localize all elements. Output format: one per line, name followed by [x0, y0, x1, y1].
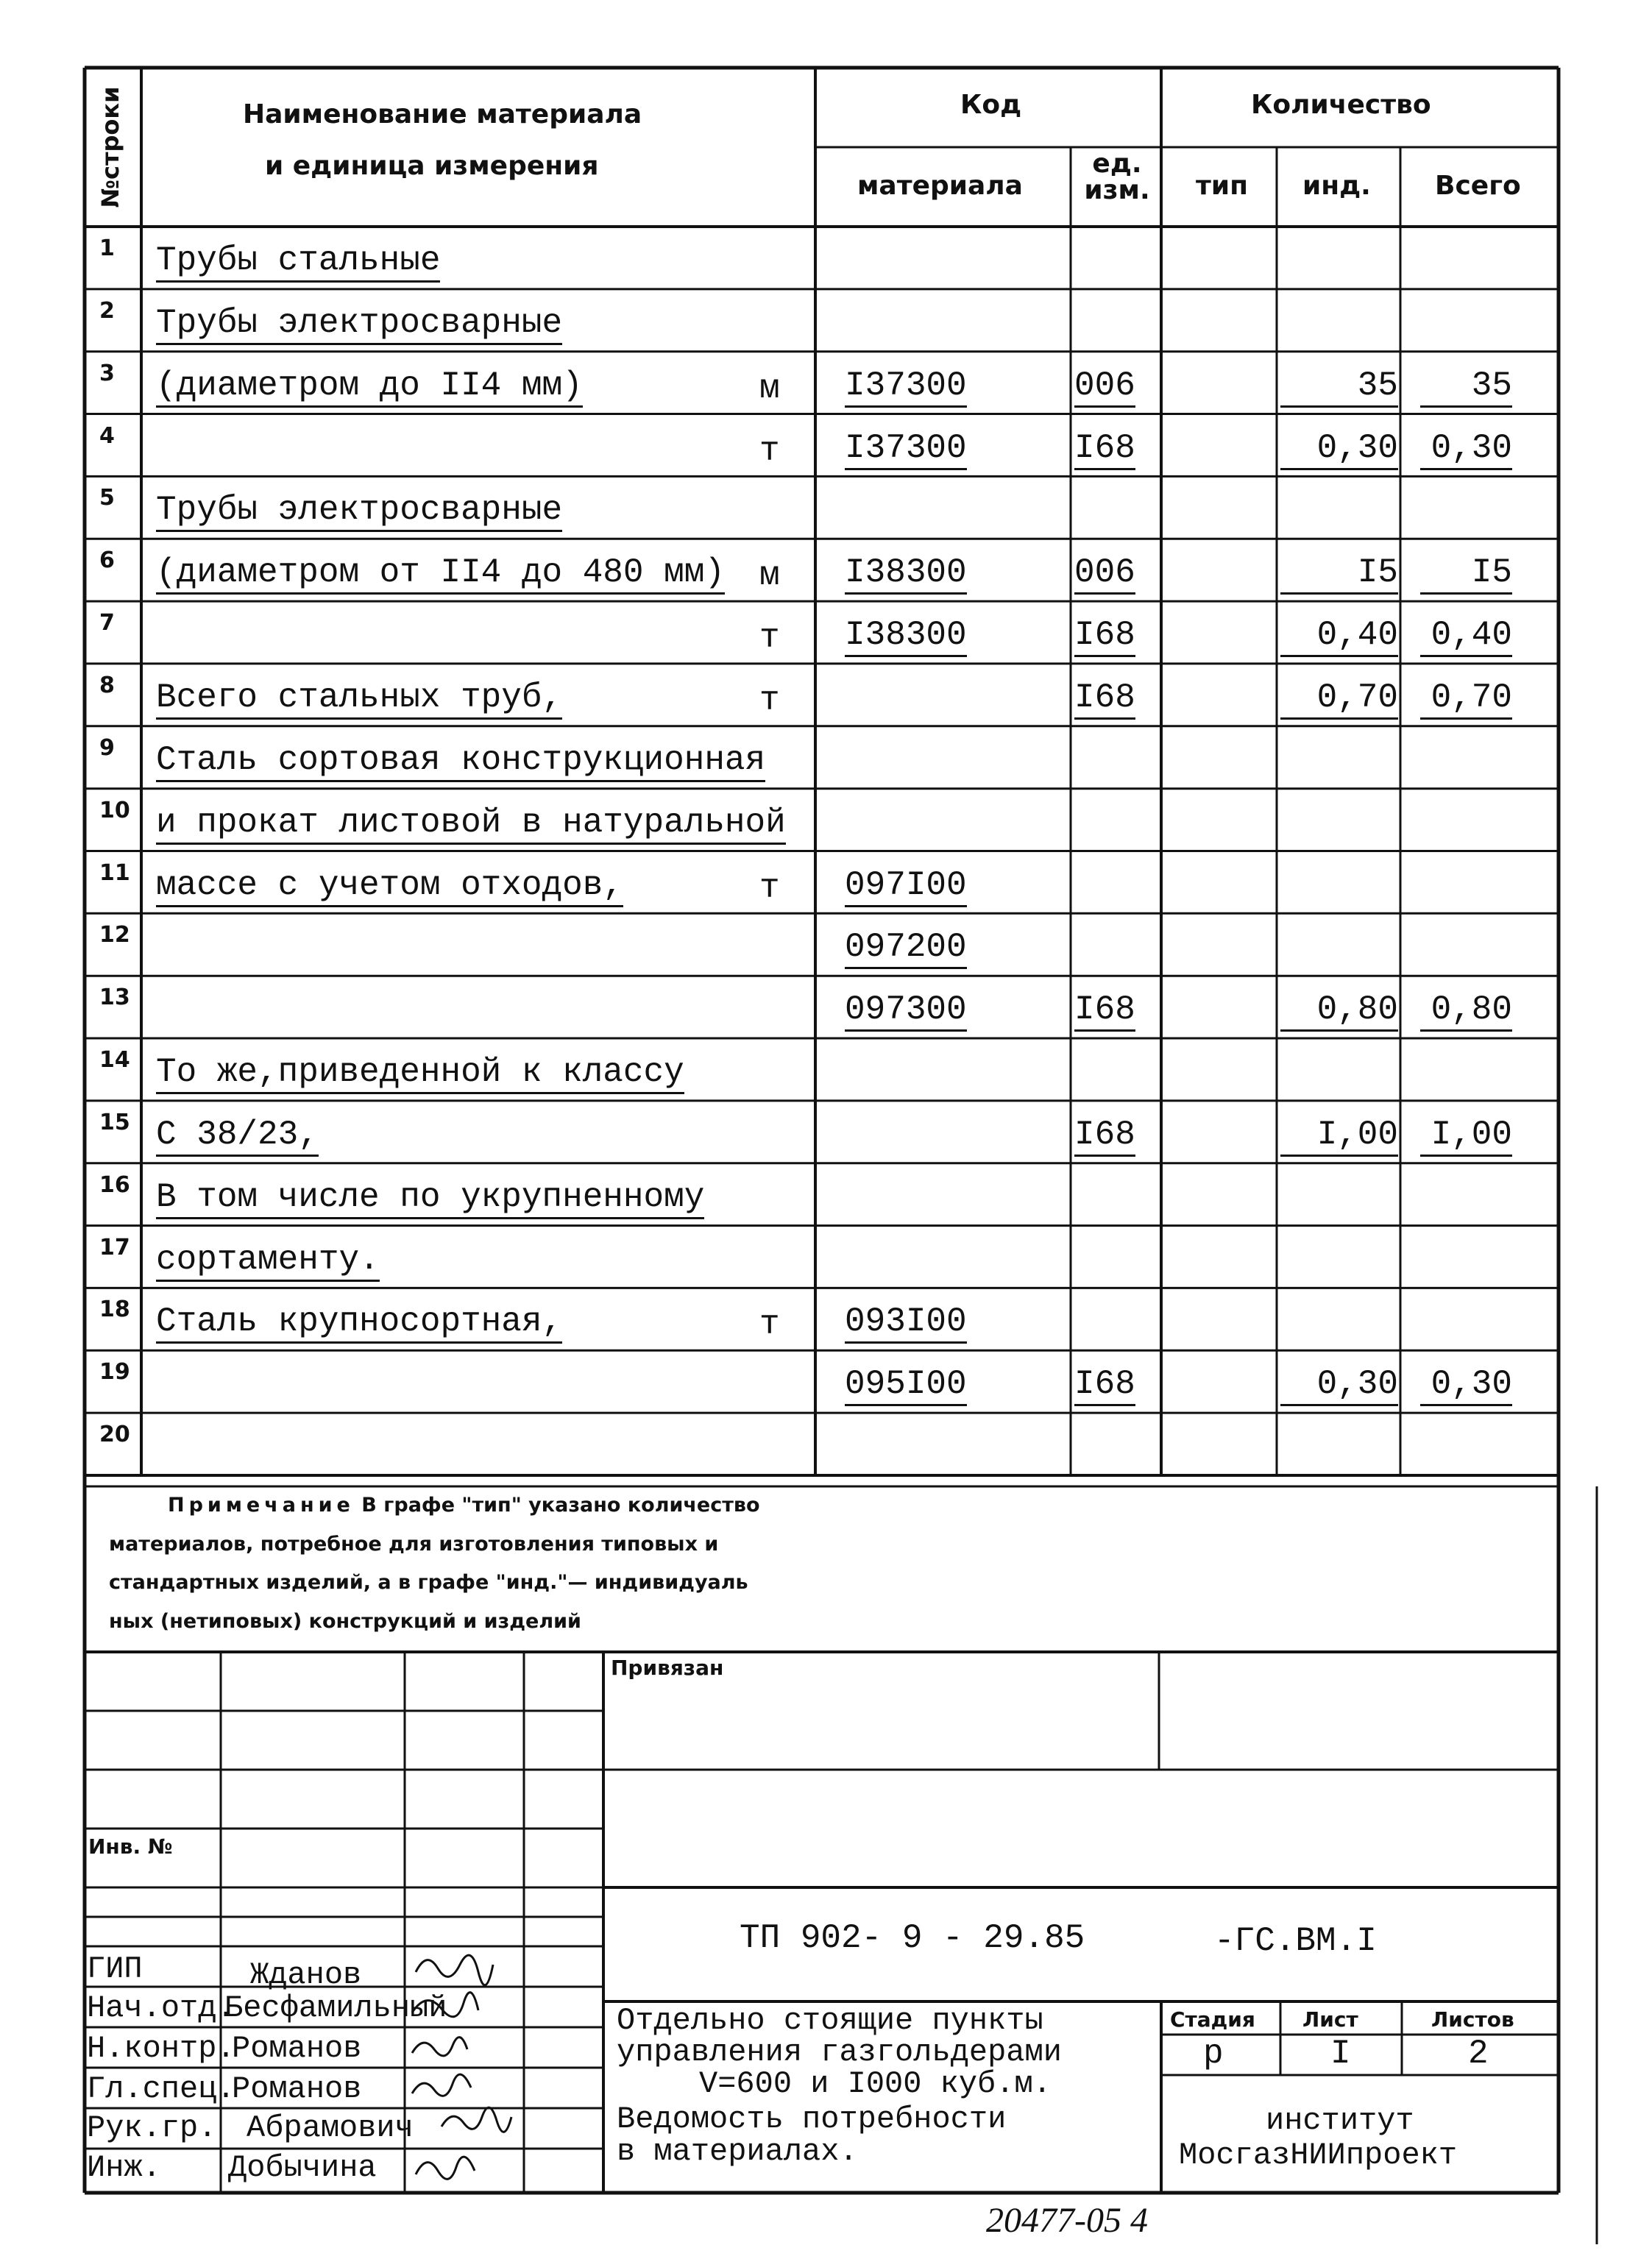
row-name: С 38/23,	[156, 1116, 319, 1157]
row-number: 20	[99, 1422, 130, 1448]
row-unit-code: I68	[1074, 616, 1135, 657]
row-name: Всего стальных труб,	[156, 678, 562, 720]
row-number: 8	[99, 672, 115, 698]
row-unit-code: 006	[1074, 366, 1135, 408]
header-name-line2: и единица измерения	[265, 151, 599, 181]
note-text1: В графе "тип" указано количество	[361, 1494, 760, 1517]
row-qty-ind: 0,30	[1280, 429, 1398, 470]
privyazan-label: Привязан	[611, 1656, 724, 1680]
sheets-label: Листов	[1431, 2007, 1514, 2032]
row-unit: м	[759, 369, 780, 408]
row-number: 16	[99, 1171, 130, 1198]
staff-role-6: Инж.	[87, 2150, 161, 2185]
row-name: Сталь сортовая конструкционная	[156, 741, 765, 782]
stage-label: Стадия	[1170, 2007, 1255, 2032]
row-qty-total: I,00	[1420, 1116, 1512, 1157]
row-unit-code: I68	[1074, 990, 1135, 1032]
row-qty-total: I5	[1420, 553, 1512, 595]
row-qty-total: 0,40	[1420, 616, 1512, 657]
row-number: 3	[99, 360, 115, 386]
header-row-number: №строки	[96, 86, 124, 208]
row-qty-ind: 0,40	[1280, 616, 1398, 657]
row-name: Сталь крупносортная,	[156, 1302, 562, 1344]
row-unit: т	[759, 619, 780, 658]
row-code: I38300	[845, 616, 967, 657]
row-number: 18	[99, 1297, 130, 1323]
doc-title-1: Отдельно стоящие пункты	[617, 2003, 1043, 2038]
row-name: То же,приведенной к классу	[156, 1053, 684, 1094]
doc-title-5: в материалах.	[617, 2134, 858, 2169]
row-unit-code: I68	[1074, 678, 1135, 720]
header-code-unit: ед. изм.	[1084, 149, 1150, 205]
row-qty-total: 0,70	[1420, 678, 1512, 720]
staff-role-2: Нач.отд.	[87, 1990, 235, 2026]
row-code: I38300	[845, 553, 967, 595]
row-number: 19	[99, 1359, 130, 1386]
staff-name-5: Абрамович	[247, 2110, 414, 2146]
row-qty-ind: 0,80	[1280, 990, 1398, 1032]
row-qty-total: 35	[1420, 366, 1512, 408]
header-name-line1: Наименование материала	[243, 99, 642, 130]
note-prefix: Примечание	[168, 1494, 355, 1517]
staff-role-1: ГИП	[87, 1951, 143, 1987]
row-unit-code: I68	[1074, 1116, 1135, 1157]
staff-role-3: Н.контр.	[87, 2031, 235, 2066]
row-name: (диаметром до II4 мм)	[156, 366, 583, 408]
staff-name-3: Романов	[232, 2031, 362, 2066]
sheet-label: Лист	[1302, 2007, 1358, 2032]
header-qty-type: тип	[1196, 171, 1248, 201]
row-number: 17	[99, 1234, 130, 1260]
row-number: 2	[99, 297, 115, 324]
staff-role-5: Рук.гр.	[87, 2110, 217, 2146]
row-name: Трубы электросварные	[156, 304, 562, 345]
header-code: Код	[960, 90, 1022, 120]
row-unit: м	[759, 556, 780, 595]
row-unit-code: I68	[1074, 1365, 1135, 1406]
row-number: 6	[99, 547, 115, 574]
inv-no-label: Инв. №	[88, 1834, 173, 1859]
row-number: 11	[99, 859, 130, 886]
row-number: 4	[99, 422, 115, 449]
sheet-value: I	[1330, 2035, 1351, 2073]
org-line2: МосгазНИИпроект	[1179, 2138, 1458, 2173]
org-line1: институт	[1266, 2103, 1414, 2138]
staff-name-6: Добычина	[228, 2150, 377, 2185]
row-qty-ind: I,00	[1280, 1116, 1398, 1157]
row-qty-ind: 0,70	[1280, 678, 1398, 720]
note-line3: стандартных изделий, а в графе "инд."— индивидуаль	[109, 1571, 748, 1594]
row-name: В том числе по укрупненному	[156, 1178, 704, 1219]
row-unit: т	[759, 681, 780, 720]
row-number: 10	[99, 797, 130, 823]
doc-title-4: Ведомость потребности	[617, 2102, 1007, 2137]
row-qty-ind: 0,30	[1280, 1365, 1398, 1406]
staff-name-4: Романов	[232, 2071, 362, 2107]
doc-code: ТП 902- 9 - 29.85	[740, 1919, 1085, 1957]
row-name: Трубы электросварные	[156, 491, 562, 532]
row-name: массе с учетом отходов,	[156, 866, 623, 907]
row-number: 15	[99, 1109, 130, 1135]
note-line4: ных (нетиповых) конструкций и изделий	[109, 1610, 581, 1633]
row-unit: т	[759, 868, 780, 907]
row-code: I37300	[845, 366, 967, 408]
row-code: 093I00	[845, 1302, 967, 1344]
doc-title-3: V=600 и I000 куб.м.	[699, 2066, 1052, 2102]
row-code: 095I00	[845, 1365, 967, 1406]
row-name: (диаметром от II4 до 480 мм)	[156, 553, 725, 595]
row-unit-code: 006	[1074, 553, 1135, 595]
header-code-material: материала	[857, 171, 1023, 201]
row-code: 097200	[845, 928, 967, 969]
row-unit-code: I68	[1074, 429, 1135, 470]
row-number: 9	[99, 734, 115, 761]
row-name: Трубы стальные	[156, 241, 440, 283]
row-number: 13	[99, 985, 130, 1011]
header-qty-total: Всего	[1435, 171, 1521, 201]
row-qty-total: 0,30	[1420, 429, 1512, 470]
row-number: 12	[99, 922, 130, 948]
sheets-value: 2	[1468, 2035, 1489, 2073]
row-name: сортаменту.	[156, 1241, 380, 1282]
header-qty-ind: инд.	[1302, 171, 1371, 201]
doc-title-2: управления газгольдерами	[617, 2035, 1062, 2070]
stage-value: р	[1203, 2035, 1224, 2073]
row-qty-ind: 35	[1280, 366, 1398, 408]
row-unit: т	[759, 1305, 780, 1344]
header-quantity: Количество	[1251, 90, 1431, 120]
row-name: и прокат листовой в натуральной	[156, 804, 786, 845]
staff-name-1: Жданов	[250, 1957, 362, 1993]
staff-role-4: Гл.спец.	[87, 2071, 235, 2107]
row-number: 5	[99, 485, 115, 511]
row-code: 097300	[845, 990, 967, 1032]
row-qty-ind: I5	[1280, 553, 1398, 595]
row-number: 1	[99, 235, 115, 261]
row-number: 7	[99, 610, 115, 636]
row-qty-total: 0,80	[1420, 990, 1512, 1032]
row-number: 14	[99, 1047, 130, 1074]
staff-name-2: Бесфамильный	[224, 1990, 447, 2026]
doc-suffix: -ГС.ВМ.I	[1214, 1922, 1377, 1960]
row-unit: т	[759, 431, 780, 470]
note-line2: материалов, потребное для изготовления типовых и	[109, 1533, 719, 1556]
footer-number: 20477-05 4	[986, 2201, 1148, 2240]
row-qty-total: 0,30	[1420, 1365, 1512, 1406]
row-code: I37300	[845, 429, 967, 470]
row-code: 097I00	[845, 866, 967, 907]
